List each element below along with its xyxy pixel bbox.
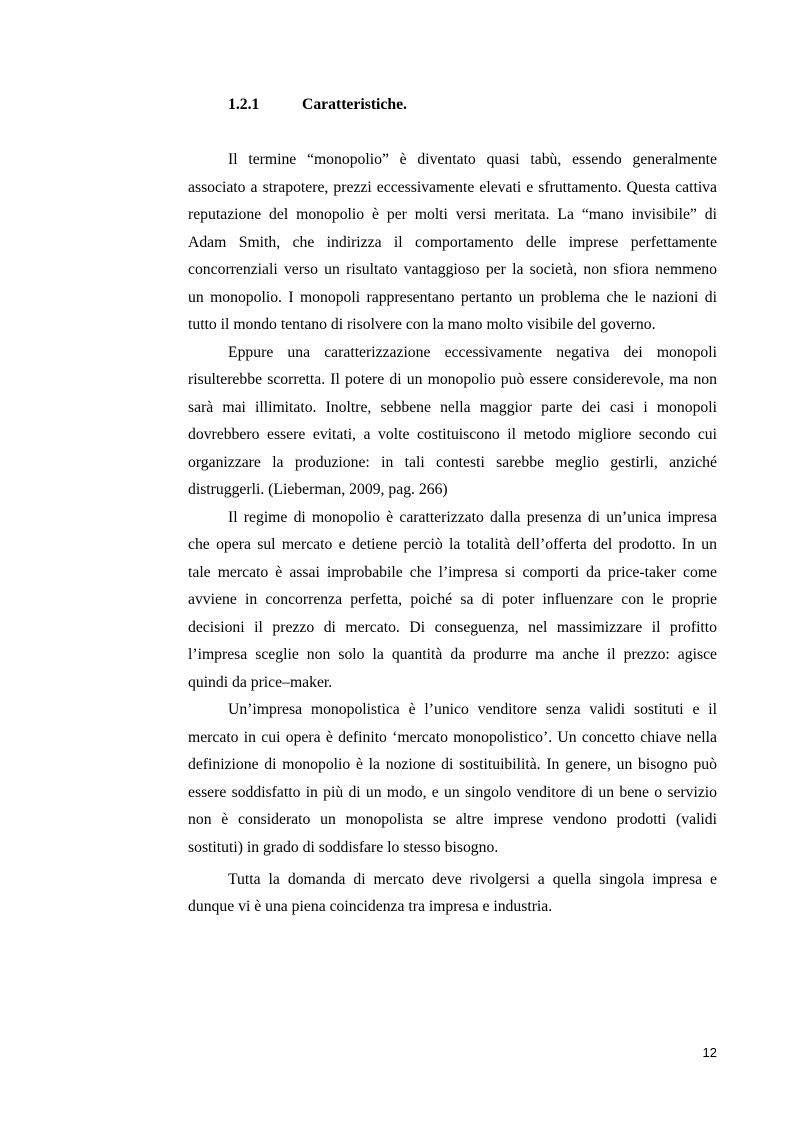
text-line: Eppure una caratterizzazione eccessivamente negativa dei monopoli [228, 343, 717, 361]
paragraph-5 [188, 866, 717, 921]
text-line: tale mercato è assai improbabile che l’impresa si comporti da price-taker come [188, 563, 717, 581]
paragraph-3 [188, 504, 717, 697]
text-line: avviene in concorrenza perfetta, poiché sa di poter influenzare con le proprie [188, 591, 717, 608]
text-line: Il regime di monopolio è caratterizzato dalla presenza di un’unica impresa [228, 508, 717, 526]
text-line: un monopolio. I monopoli rappresentano pertanto un problema che le nazioni di [188, 288, 717, 306]
text-line: Adam Smith, che indirizza il comportamento delle imprese perfettamente [188, 233, 717, 251]
text-line: sarà mai illimitato. Inoltre, sebbene nella maggior parte dei casi i monopoli [188, 398, 717, 416]
text-line: dunque vi è una piena coincidenza tra impresa e industria. [188, 898, 553, 915]
text-line: associato a strapotere, prezzi eccessivamente elevati e sfruttamento. Questa cattiva [188, 178, 717, 196]
page-number: 12 [702, 1045, 717, 1060]
text-line: distruggerli. (Lieberman, 2009, pag. 266) [188, 481, 448, 498]
paragraph-4 [188, 696, 717, 861]
section-title: Caratteristiche. [302, 96, 407, 113]
section-number: 1.2.1 [228, 96, 260, 113]
text-line: che opera sul mercato e detiene perciò la totalità dell’offerta del prodotto. In un [188, 536, 717, 553]
paragraph-1 [188, 146, 717, 339]
text-line: sostituti) in grado di soddisfare lo stesso bisogno. [188, 838, 499, 856]
text-line: reputazione del monopolio è per molti versi meritata. La “mano invisibile” di [188, 206, 717, 223]
text-line: mercato in cui opera è definito ‘mercato monopolistico’. Un concetto chiave nella [188, 728, 717, 746]
text-line: dovrebbero essere evitati, a volte costituiscono il metodo migliore secondo cui [188, 426, 717, 443]
text-line: l’impresa sceglie non solo la quantità da produrre ma anche il prezzo: agisce [188, 646, 717, 663]
text-line: non è considerato un monopolista se altre imprese vendono prodotti (validi [188, 811, 717, 828]
section-heading [228, 91, 407, 119]
text-line: organizzare la produzione: in tali contesti sarebbe meglio gestirli, anziché [188, 453, 717, 471]
body-text [188, 146, 717, 921]
text-line: definizione di monopolio è la nozione di sostituibilità. In genere, un bisogno può [188, 756, 717, 773]
text-line: tutto il mondo tentano di risolvere con la mano molto visibile del governo. [188, 316, 656, 333]
text-line: essere soddisfatto in più di un modo, e un singolo venditore di un bene o servizio [188, 783, 717, 801]
text-line: quindi da price–maker. [188, 673, 333, 691]
text-line: decisioni il prezzo di mercato. Di conseguenza, nel massimizzare il profitto [188, 618, 717, 636]
paragraph-2 [188, 339, 717, 504]
text-line: Tutta la domanda di mercato deve rivolgersi a quella singola impresa e [228, 870, 717, 888]
text-line: concorrenziali verso un risultato vantaggioso per la società, non sfiora nemmeno [188, 261, 717, 278]
text-line: Un’impresa monopolistica è l’unico venditore senza validi sostituti e il [228, 701, 717, 718]
text-line: Il termine “monopolio” è diventato quasi tabù, essendo generalmente [228, 151, 717, 168]
text-line: risulterebbe scorretta. Il potere di un monopolio può essere considerevole, ma non [188, 371, 717, 388]
